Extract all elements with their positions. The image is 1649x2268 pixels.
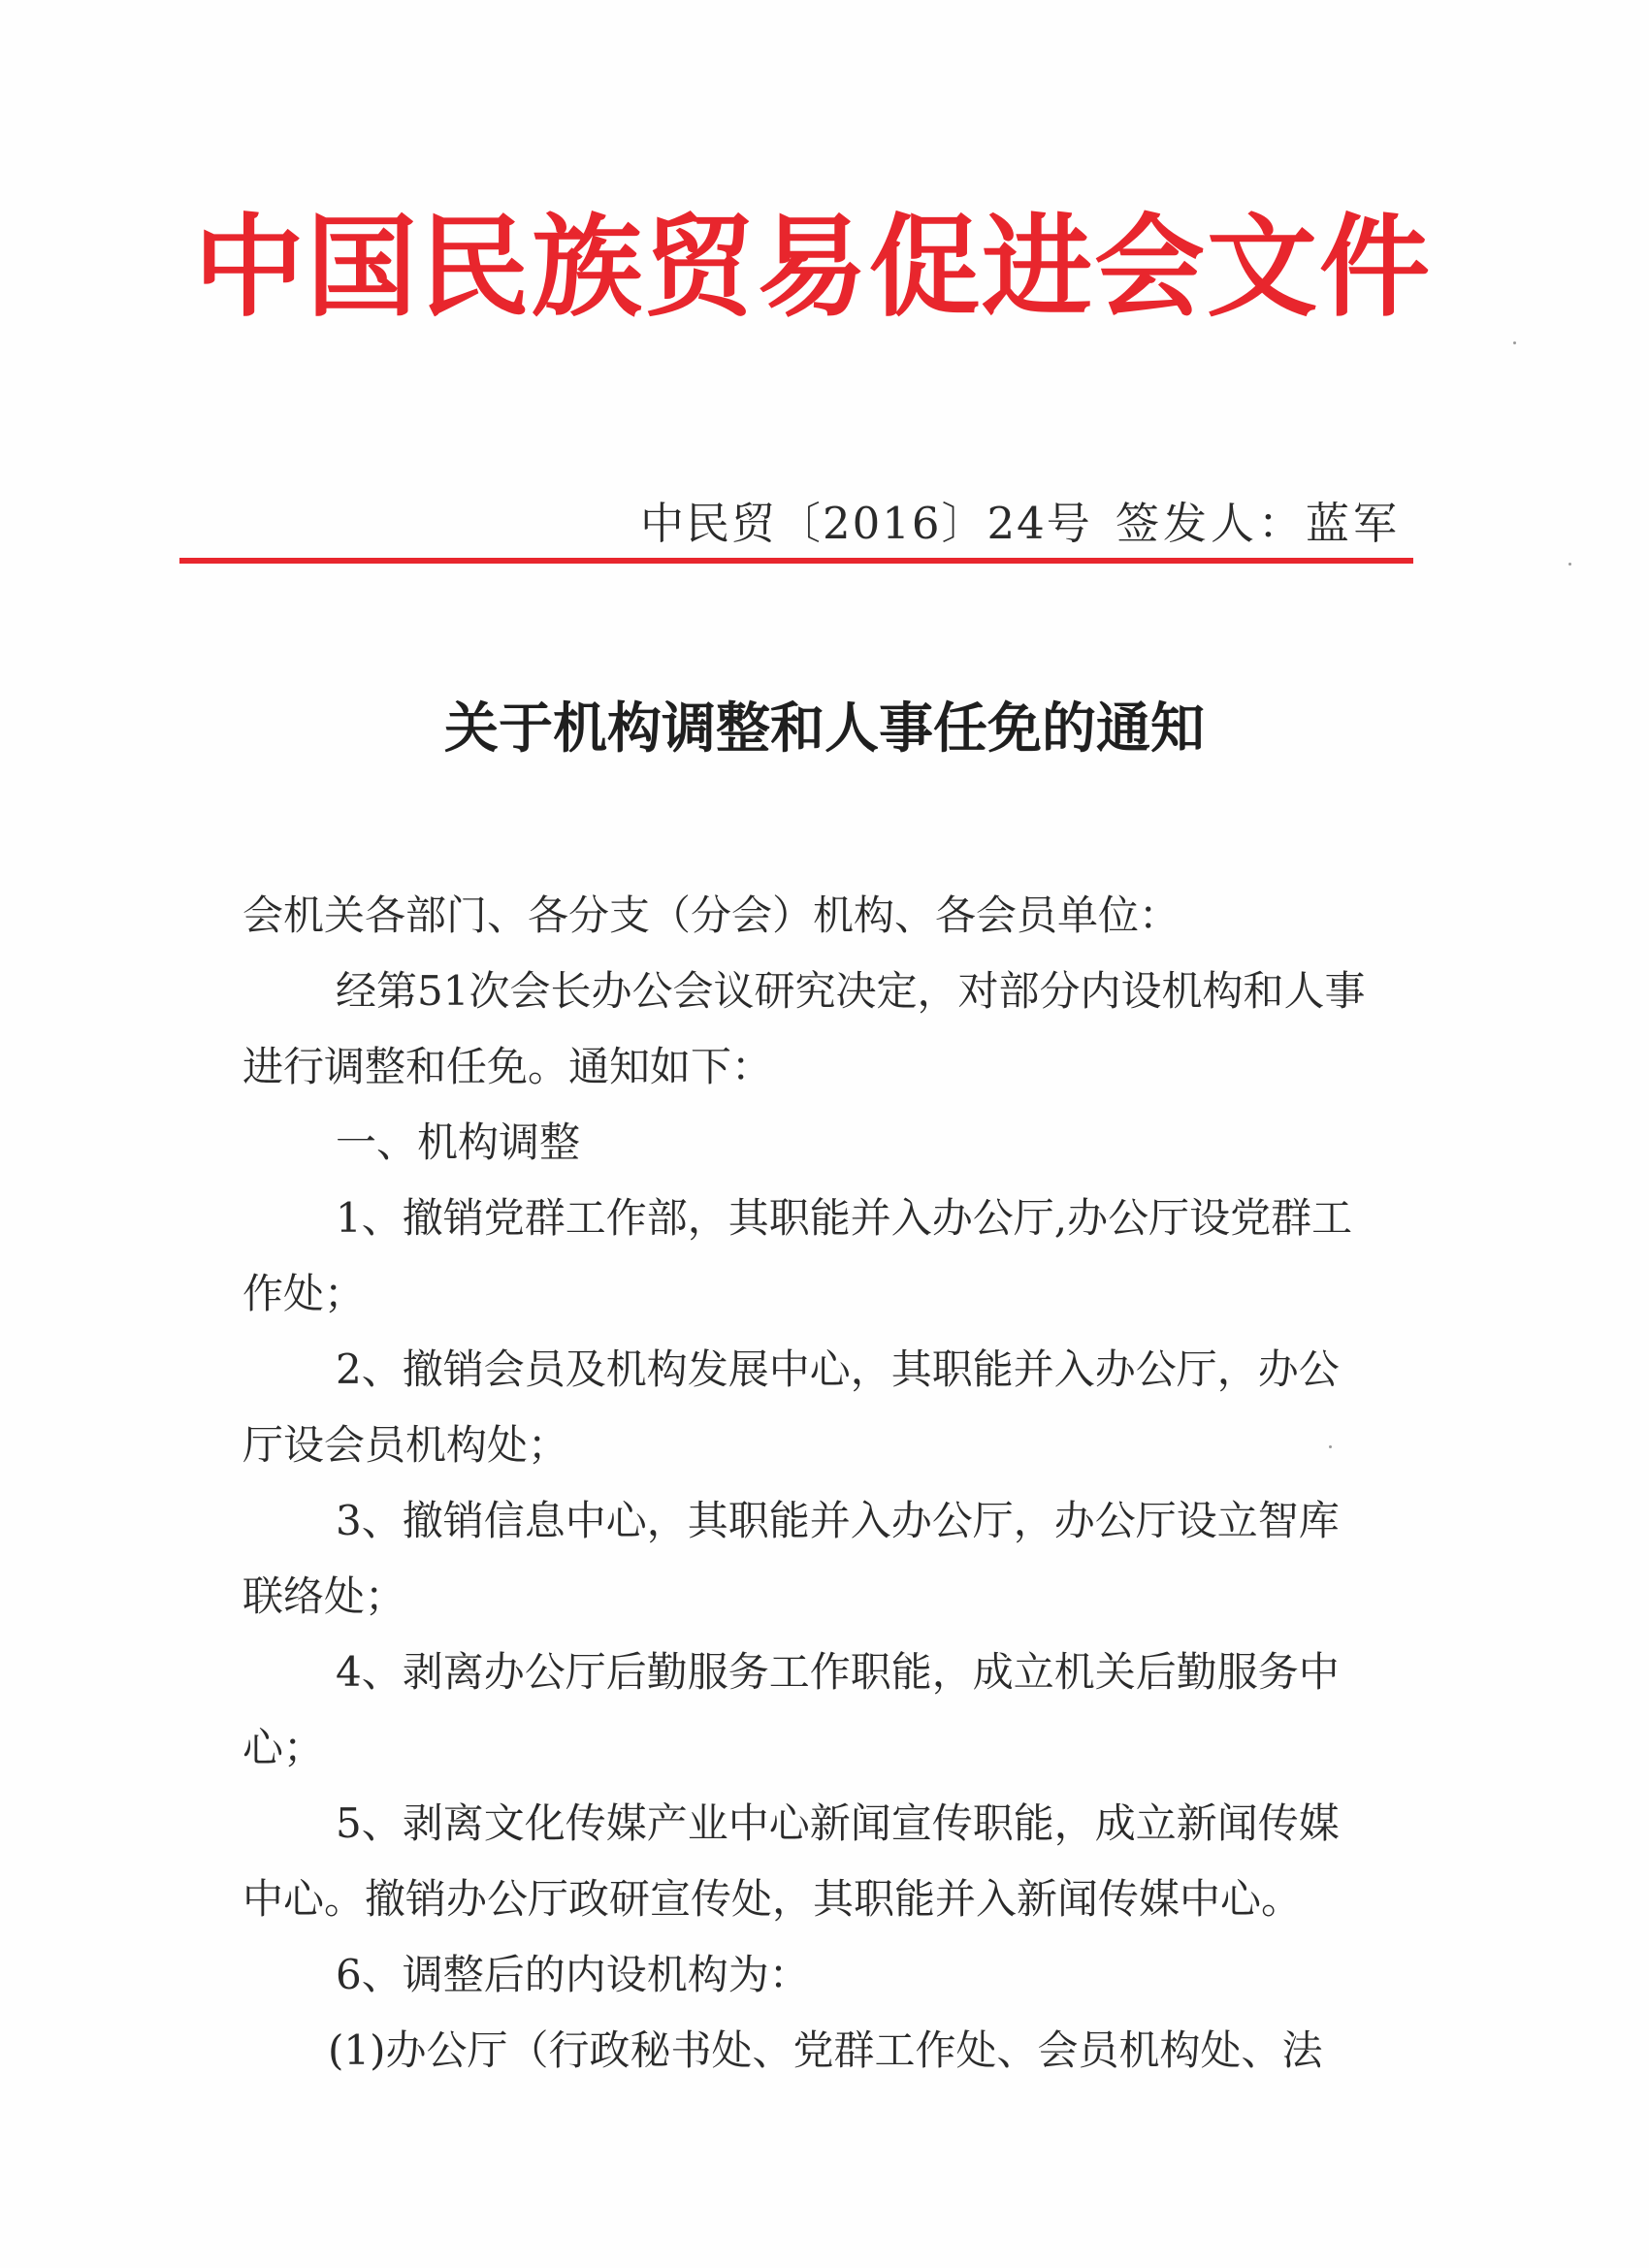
list-item: 3、撤销信息中心，其职能并入办公厅，办公厅设立智库联络处； xyxy=(242,1497,1340,1620)
list-item: 5、剥离文化传媒产业中心新闻宣传职能，成立新闻传媒中心。撤销办公厅政研宣传处，其职能并入新闻传媒中心。 xyxy=(242,1799,1340,1923)
scan-speck xyxy=(1568,563,1571,566)
list-item: 4、剥离办公厅后勤服务工作职能，成立机关后勤服务中心； xyxy=(242,1648,1340,1771)
document-number: 中民贸〔2016〕24号 xyxy=(640,498,1092,549)
list-item: 6、调整后的内设机构为： xyxy=(336,1951,810,1998)
addressee: 会机关各部门、各分支（分会）机构、各会员单位： xyxy=(242,891,1180,939)
scan-speck xyxy=(1513,341,1516,344)
section-heading: 一、机构调整 xyxy=(336,1118,581,1166)
document-masthead: 中国民族贸易促进会文件 xyxy=(194,202,1433,332)
body-paragraph: 经第51次会长办公会议研究决定，对部分内设机构和人事进行调整和任免。通知如下： xyxy=(242,967,1366,1090)
scan-speck xyxy=(1329,1445,1332,1448)
notice-title: 关于机构调整和人事任免的通知 xyxy=(444,697,1205,761)
list-item: 2、撤销会员及机构发展中心，其职能并入办公厅，办公厅设会员机构处； xyxy=(242,1345,1340,1469)
list-item: (1)办公厅（行政秘书处、党群工作处、会员机构处、法 xyxy=(328,2026,1323,2074)
red-divider-line xyxy=(179,558,1413,564)
list-item: 1、撤销党群工作部，其职能并入办公厅,办公厅设党群工作处； xyxy=(242,1194,1353,1317)
document-number-line xyxy=(640,490,1402,558)
notice-body xyxy=(242,878,1377,2089)
signer: 签发人：蓝军 xyxy=(1116,498,1402,549)
